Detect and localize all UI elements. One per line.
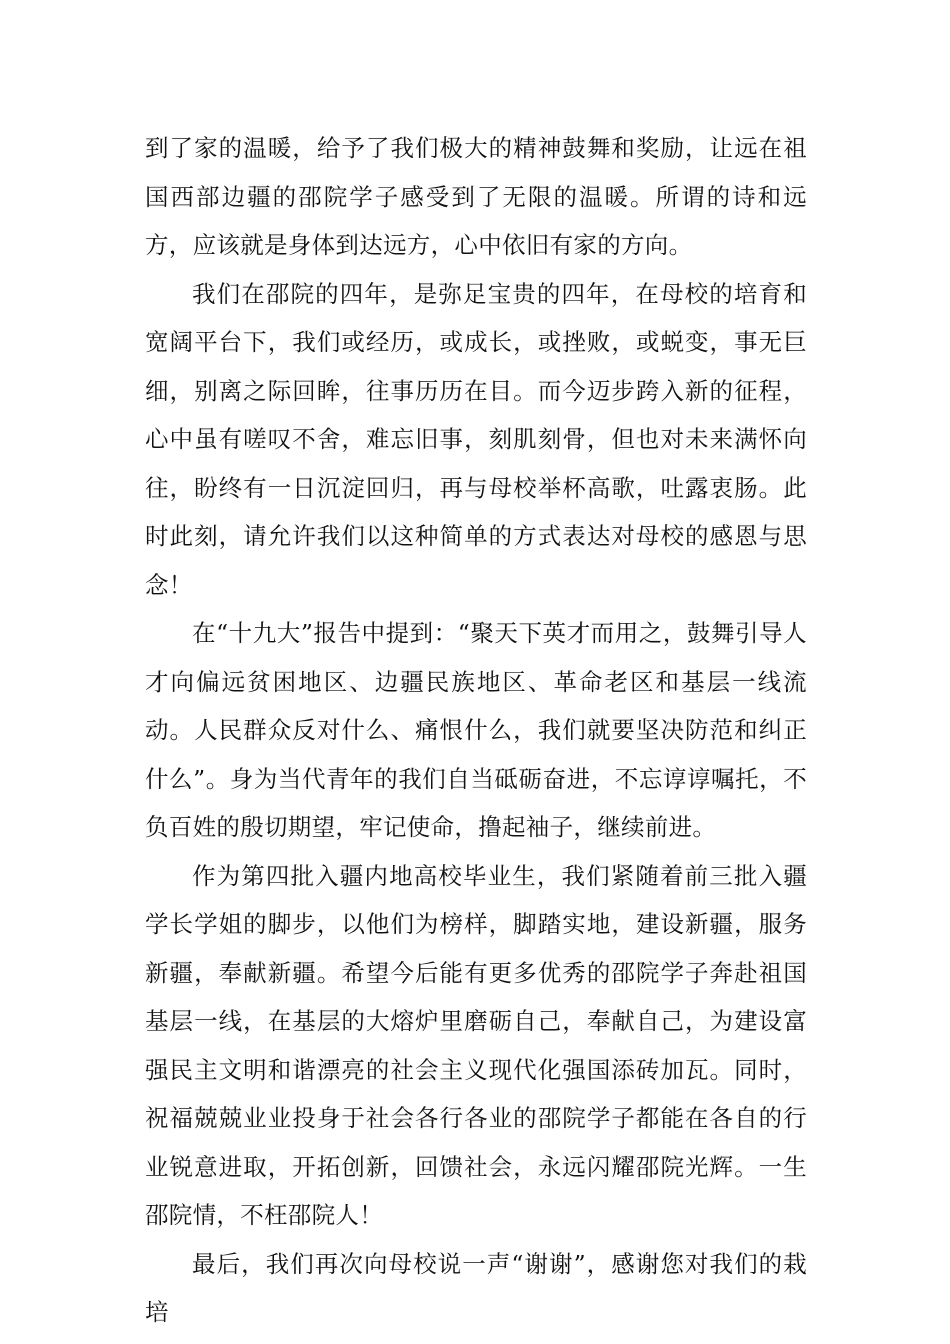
paragraph-2: 我们在邵院的四年，是弥足宝贵的四年，在母校的培育和宽阔平台下，我们或经历，或成长，或挫败，或蜕变，事无巨细，别离之际回眸，往事历历在目。而今迈步跨入新的征程，心中虽有嗟叹不舍，难忘旧事，刻肌刻骨，但也对未来满怀向往，盼终有一日沉淀回归，再与母校举杯高歌，吐露衷肠。此时此刻，请允许我们以这种简单的方式表达对母校的感恩与思念！: [145, 279, 807, 599]
paragraph-3: 在“十九大”报告中提到：“聚天下英才而用之，鼓舞引导人才向偏远贫困地区、边疆民族地区、革命老区和基层一线流动。人民群众反对什么、痛恨什么，我们就要坚决防范和纠正什么”。身为当代青年的我们自当砥砺奋进，不忘谆谆嘱托，不负百姓的殷切期望，牢记使命，撸起袖子，继续前进。: [145, 619, 807, 841]
paragraph-1: 到了家的温暖，给予了我们极大的精神鼓舞和奖励，让远在祖国西部边疆的邵院学子感受到了无限的温暖。所谓的诗和远方，应该就是身体到达远方，心中依旧有家的方向。: [145, 134, 807, 259]
paragraph-4: 作为第四批入疆内地高校毕业生，我们紧随着前三批入疆学长学姐的脚步，以他们为榜样，脚踏实地，建设新疆，服务新疆，奉献新疆。希望今后能有更多优秀的邵院学子奔赴祖国基层一线，在基层的大熔炉里磨砺自己，奉献自己，为建设富强民主文明和谐漂亮的社会主义现代化强国添砖加瓦。同时，祝福兢兢业业投身于社会各行各业的邵院学子都能在各自的行业锐意进取，开拓创新，回馈社会，永远闪耀邵院光辉。一生邵院情，不枉邵院人！: [145, 861, 807, 1229]
document-body: [145, 124, 807, 1337]
paragraph-5: 最后，我们再次向母校说一声“谢谢”，感谢您对我们的栽培: [145, 1249, 807, 1326]
